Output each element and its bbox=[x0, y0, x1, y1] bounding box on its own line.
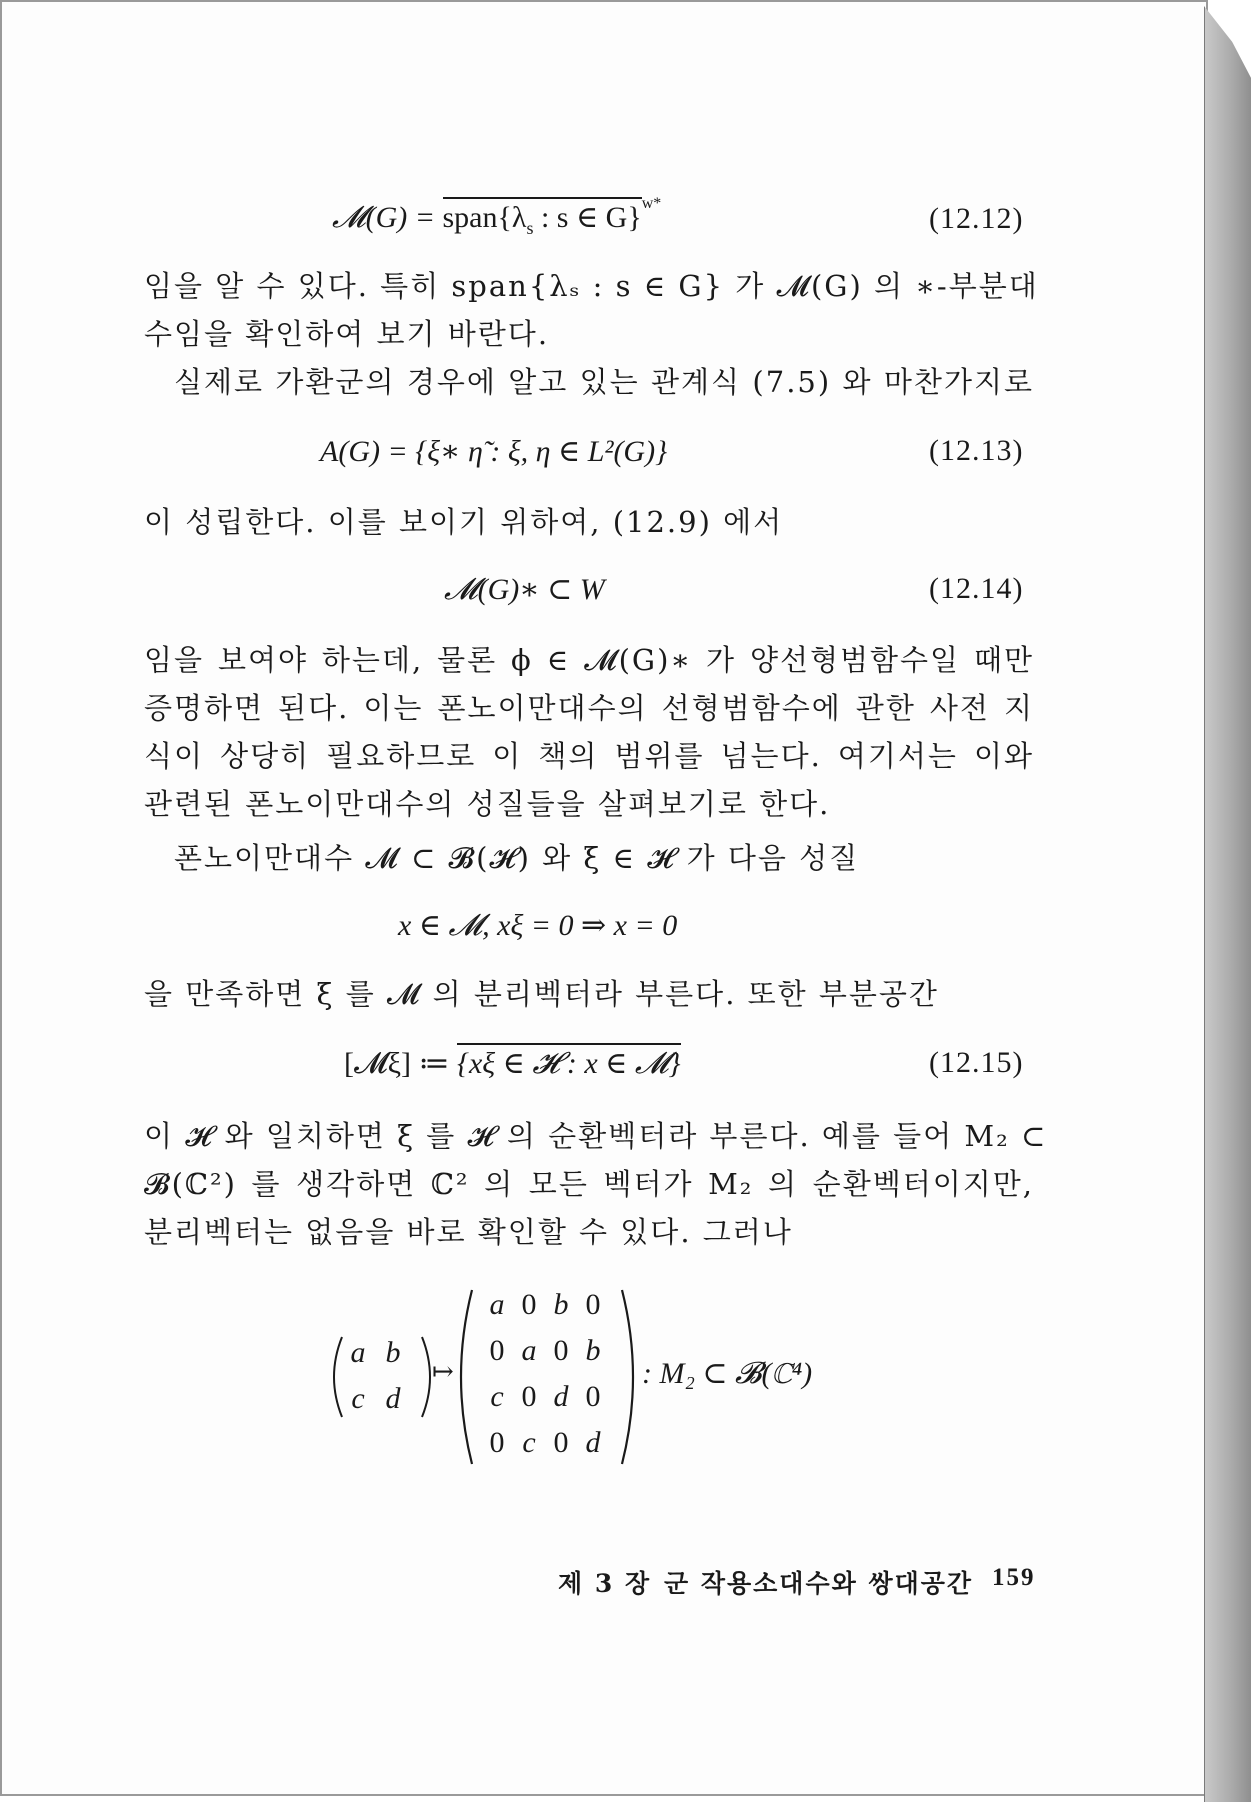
matrix-entry: a bbox=[350, 1336, 366, 1369]
equation-number: (12.14) bbox=[929, 572, 1024, 605]
matrix-entry: 0 bbox=[521, 1380, 537, 1413]
equation-lhs: 𝓜(G) = bbox=[332, 201, 443, 234]
equation-12-15 bbox=[344, 1046, 681, 1081]
matrix-entry: a bbox=[521, 1334, 537, 1367]
text-line: 실제로 가환군의 경우에 알고 있는 관계식 (7.5) 와 마찬가지로 bbox=[174, 365, 1034, 399]
matrix-entry: b bbox=[385, 1336, 401, 1369]
matrix-codomain: : M₂ ⊂ 𝓑(ℂ⁴) bbox=[642, 1357, 813, 1390]
text-line: 이 𝓗 와 일치하면 ξ 를 𝓗 의 순환벡터라 부른다. 예를 들어 M₂ ⊂ bbox=[144, 1119, 1048, 1153]
matrix-entry: 0 bbox=[585, 1380, 601, 1413]
matrix-entry: 0 bbox=[521, 1288, 537, 1321]
matrix-entry: 0 bbox=[489, 1426, 505, 1459]
footer-title: 군 작용소대수와 쌍대공간 bbox=[664, 1569, 974, 1598]
equation-number: (12.12) bbox=[929, 202, 1024, 235]
equation-lhs: [𝓜ξ] ≔ bbox=[344, 1047, 457, 1080]
weak-star-superscript: w* bbox=[641, 195, 662, 212]
text-line: 이 성립한다. 이를 보이기 위하여, (12.9) 에서 bbox=[144, 505, 784, 539]
matrix-entry: d bbox=[585, 1426, 601, 1459]
text-line: 을 만족하면 ξ 를 𝓜 의 분리벡터라 부른다. 또한 부분공간 bbox=[144, 977, 939, 1011]
paragraph-2 bbox=[174, 358, 1034, 406]
matrix-entry: d bbox=[553, 1380, 569, 1413]
equation-12-12 bbox=[332, 195, 662, 239]
matrix-entry: d bbox=[385, 1382, 401, 1415]
matrix-entry: 0 bbox=[553, 1334, 569, 1367]
matrix-entry: 0 bbox=[585, 1288, 601, 1321]
matrix-entry: c bbox=[351, 1382, 365, 1415]
separating-condition: x ∈ 𝓜, xξ = 0 ⇒ x = 0 bbox=[398, 909, 678, 942]
matrix-entry: c bbox=[490, 1380, 504, 1413]
closure-overline bbox=[442, 197, 642, 238]
matrix-entry: b bbox=[553, 1288, 569, 1321]
closure-overline: {xξ ∈ 𝓗 : x ∈ 𝓜} bbox=[457, 1043, 681, 1080]
paragraph-1 bbox=[144, 262, 1039, 358]
matrix-entry: c bbox=[522, 1426, 536, 1459]
text-line: 임을 알 수 있다. 특히 span{λₛ : s ∈ G} 가 𝓜(G) 의 ∗-부분대 bbox=[144, 269, 1039, 303]
equation-number: (12.15) bbox=[929, 1046, 1024, 1079]
paragraph-6 bbox=[144, 970, 1034, 1018]
matrix-entry: b bbox=[585, 1334, 601, 1367]
equation-12-13: A(G) = {ξ∗ η̃ : ξ, η ∈ L²(G)} bbox=[320, 435, 668, 468]
text-line: 증명하면 된다. 이는 폰노이만대수의 선형범함수에 관한 사전 지 bbox=[144, 691, 1034, 725]
paragraph-3 bbox=[144, 498, 1034, 546]
footer-chapter: 제 3 장 bbox=[558, 1569, 652, 1598]
matrix-entry: 0 bbox=[489, 1334, 505, 1367]
text-line: 식이 상당히 필요하므로 이 책의 범위를 넘는다. 여기서는 이와 bbox=[144, 739, 1034, 773]
equation-number: (12.13) bbox=[929, 434, 1024, 467]
paragraph-4 bbox=[144, 636, 1034, 828]
span-subscript: s bbox=[526, 218, 534, 238]
paragraph-5 bbox=[174, 834, 1034, 882]
matrix-entry: 0 bbox=[553, 1426, 569, 1459]
paragraph-7 bbox=[144, 1112, 1048, 1256]
text-line: 폰노이만대수 𝓜 ⊂ 𝓑(𝓗) 와 ξ ∈ 𝓗 가 다음 성질 bbox=[174, 841, 860, 875]
text-line: 분리벡터는 없음을 바로 확인할 수 있다. 그러나 bbox=[144, 1215, 793, 1249]
page-edge-shadow bbox=[1204, 6, 1251, 1802]
span-rest: : s ∈ G} bbox=[533, 201, 642, 234]
equation-12-14: 𝓜(G)∗ ⊂ W bbox=[444, 573, 605, 606]
text-line: 𝓑(ℂ²) 를 생각하면 ℂ² 의 모든 벡터가 M₂ 의 순환벡터이지만, bbox=[144, 1167, 1034, 1201]
maps-to-arrow: ↦ bbox=[432, 1357, 454, 1386]
page-number: 159 bbox=[992, 1564, 1036, 1591]
text-line: 관련된 폰노이만대수의 성질들을 살펴보기로 한다. bbox=[144, 787, 831, 821]
text-line: 수임을 확인하여 보기 바란다. bbox=[144, 317, 550, 351]
text-line: 임을 보여야 하는데, 물론 ϕ ∈ 𝓜(G)∗ 가 양선형범함수일 때만 bbox=[144, 643, 1034, 677]
matrix-entry: a bbox=[489, 1288, 505, 1321]
span-text: span{λ bbox=[442, 201, 527, 234]
